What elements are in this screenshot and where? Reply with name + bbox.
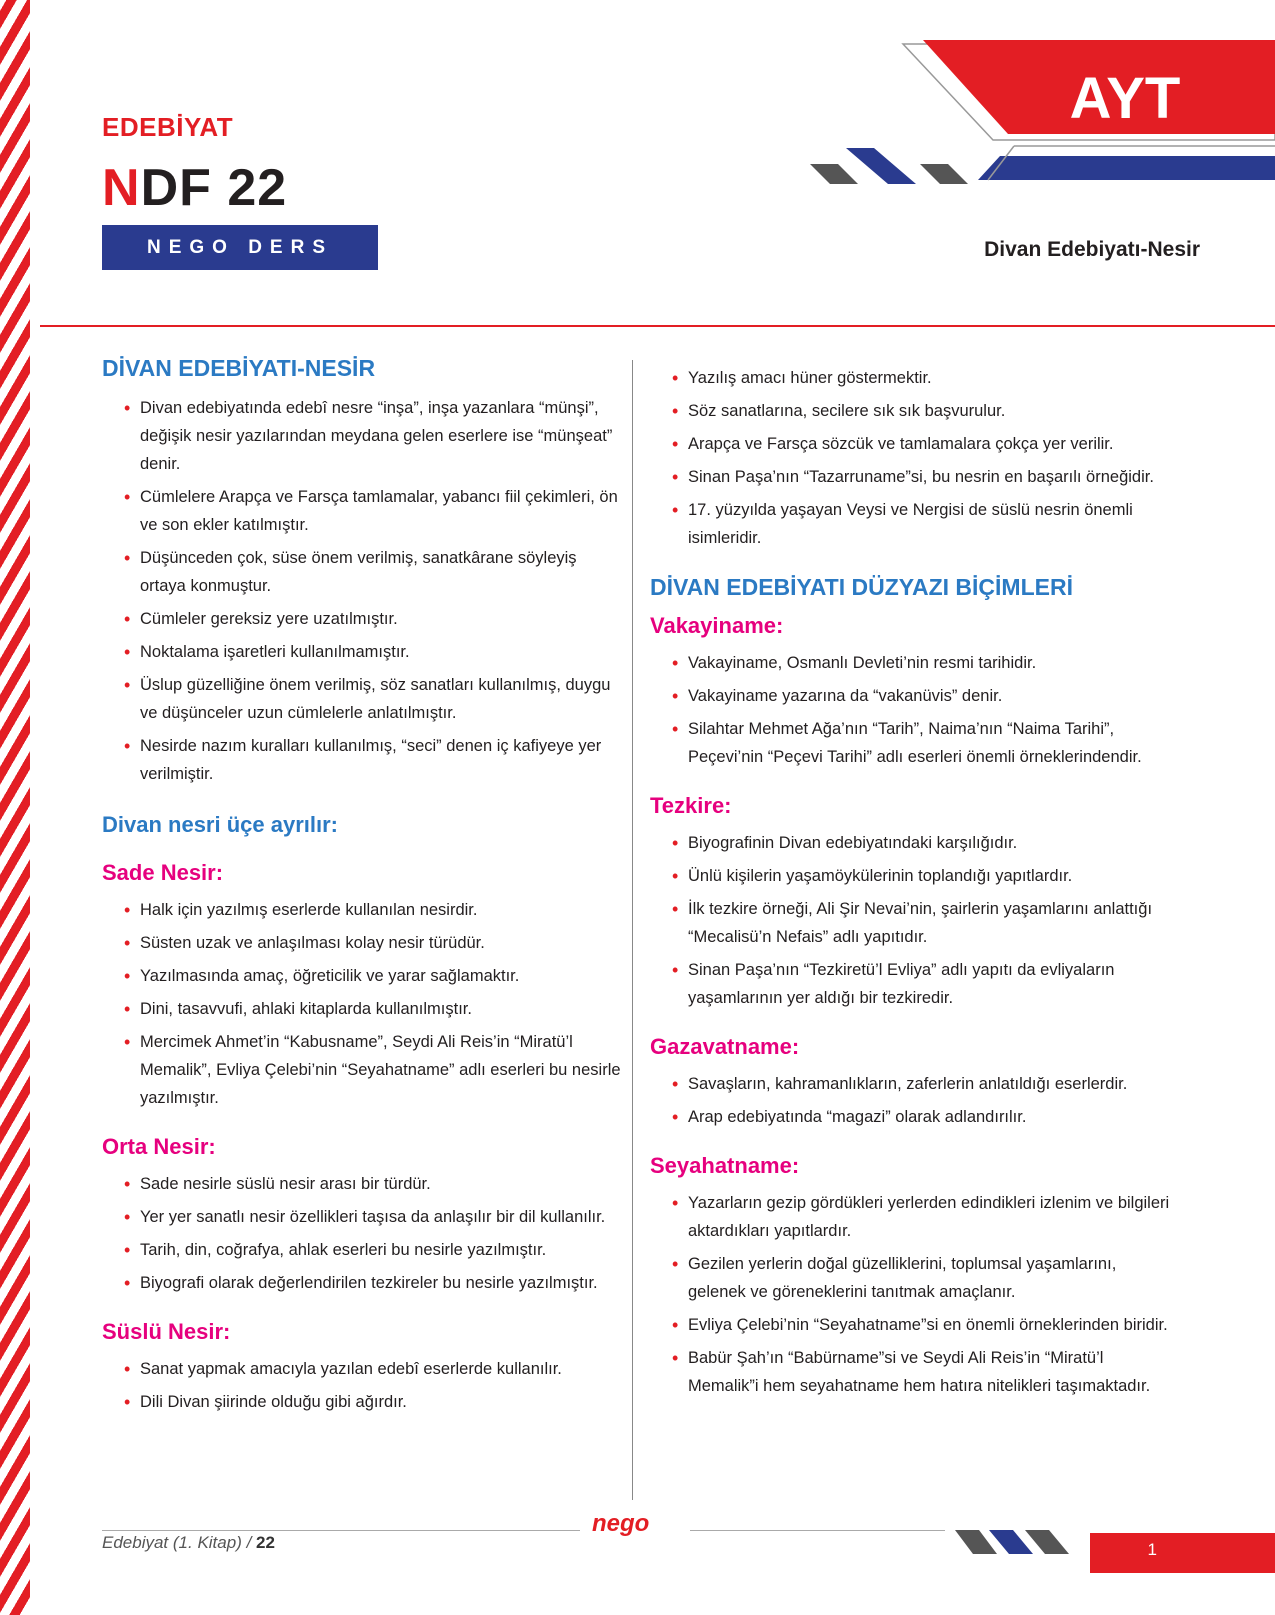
list-item: • Silahtar Mehmet Ağa’nın “Tarih”, Naima’nın “Naima Tarihi”, Peçevi’nin “Peçevi Tarihi” adlı eserleri önemli örneklerindendir. bbox=[650, 715, 1170, 771]
subject-label: EDEBİYAT bbox=[102, 112, 234, 142]
footer-rule-right bbox=[690, 1530, 945, 1531]
list-item: • Yer yer sanatlı nesir özellikleri taşısa da anlaşılır bir dil kullanılır. bbox=[102, 1203, 622, 1231]
list-item: • Arap edebiyatında “magazi” olarak adlandırılır. bbox=[650, 1103, 1170, 1131]
list-item: • Vakayiname, Osmanlı Devleti’nin resmi tarihidir. bbox=[650, 649, 1170, 677]
list-item: • Yazarların gezip gördükleri yerlerden edindikleri izlenim ve bilgileri aktardıkları yapıtlardır. bbox=[650, 1189, 1170, 1245]
sade-list bbox=[102, 896, 622, 1112]
footer-rule-left bbox=[102, 1530, 580, 1531]
list-item: • Yazılış amacı hüner göstermektir. bbox=[650, 364, 1170, 392]
list-item: • Söz sanatlarına, secilere sık sık başvurulur. bbox=[650, 397, 1170, 425]
list-item: • Savaşların, kahramanlıkların, zaferlerin anlatıldığı eserlerdir. bbox=[650, 1070, 1170, 1098]
left-column bbox=[102, 355, 622, 1421]
gazavatname-heading: Gazavatname: bbox=[650, 1034, 800, 1059]
tezkire-heading: Tezkire: bbox=[650, 793, 732, 818]
seyahatname-list bbox=[650, 1189, 1170, 1400]
left-hazard-stripe bbox=[0, 0, 30, 1615]
code-first-letter: N bbox=[102, 159, 141, 217]
suslu-nesir-heading: Süslü Nesir: bbox=[102, 1319, 231, 1344]
list-item: • Sinan Paşa’nın “Tezkiretü’l Evliya” adlı yapıtı da evliyaların yaşamlarının yer aldığı bir tezkiredir. bbox=[650, 956, 1170, 1012]
list-item: • Sanat yapmak amacıyla yazılan edebî eserlerde kullanılır. bbox=[102, 1355, 622, 1383]
list-item: • Arapça ve Farsça sözcük ve tamlamalara çokça yer verilir. bbox=[650, 430, 1170, 458]
ayt-badge-text: AYT bbox=[1069, 66, 1181, 131]
footer-book-label bbox=[102, 1533, 275, 1553]
list-item: • Biyografi olarak değerlendirilen tezkireler bu nesirle yazılmıştır. bbox=[102, 1269, 622, 1297]
list-item: • Babür Şah’ın “Babürname”si ve Seydi Ali Reis’in “Miratü’l Memalik”i hem seyahatname hem hatıra nitelikleri taşımaktadır. bbox=[650, 1344, 1170, 1400]
footer-chevrons bbox=[955, 1528, 1090, 1558]
list-item: • Tarih, din, coğrafya, ahlak eserleri bu nesirle yazılmıştır. bbox=[102, 1236, 622, 1264]
list-item: • Süsten uzak ve anlaşılması kolay nesir türüdür. bbox=[102, 929, 622, 957]
list-item: • Ünlü kişilerin yaşamöykülerinin toplandığı yapıtlardır. bbox=[650, 862, 1170, 890]
list-item: • Gezilen yerlerin doğal güzelliklerini, toplumsal yaşamlarını, gelenek ve göreneklerini tanıtmak amaçlanır. bbox=[650, 1250, 1170, 1306]
header-divider bbox=[40, 325, 1275, 327]
suslu-continued-list bbox=[650, 364, 1170, 552]
list-item: • Halk için yazılmış eserlerde kullanılan nesirdir. bbox=[102, 896, 622, 924]
ayt-banner bbox=[808, 40, 1275, 190]
section-title-forms: DİVAN EDEBİYATI DÜZYAZI BİÇİMLERİ bbox=[650, 574, 1073, 600]
footer-book-page: 22 bbox=[256, 1533, 275, 1552]
vakayiname-list bbox=[650, 649, 1170, 771]
chevron-2 bbox=[846, 148, 916, 184]
page-number: 1 bbox=[1147, 1540, 1157, 1559]
list-item: • Biyografinin Divan edebiyatındaki karşılığıdır. bbox=[650, 829, 1170, 857]
column-divider bbox=[632, 360, 633, 1500]
list-item: • Vakayiname yazarına da “vakanüvis” denir. bbox=[650, 682, 1170, 710]
chevron-3 bbox=[920, 164, 968, 184]
list-item: • 17. yüzyılda yaşayan Veysi ve Nergisi de süslü nesrin önemli isimleridir. bbox=[650, 496, 1170, 552]
list-item: • Sade nesirle süslü nesir arası bir türdür. bbox=[102, 1170, 622, 1198]
list-item: • Sinan Paşa’nın “Tazarruname”si, bu nesrin en başarılı örneğidir. bbox=[650, 463, 1170, 491]
orta-list bbox=[102, 1170, 622, 1297]
page-number-box bbox=[1090, 1533, 1275, 1573]
intro-list bbox=[102, 394, 622, 788]
sade-nesir-heading: Sade Nesir: bbox=[102, 860, 224, 885]
list-item: • Evliya Çelebi’nin “Seyahatname”si en önemli örneklerinden biridir. bbox=[650, 1311, 1170, 1339]
orta-nesir-heading: Orta Nesir: bbox=[102, 1134, 216, 1159]
list-item: • Noktalama işaretleri kullanılmamıştır. bbox=[102, 638, 622, 666]
list-item: • Dini, tasavvufi, ahlaki kitaplarda kullanılmıştır. bbox=[102, 995, 622, 1023]
list-item: • Dili Divan şiirinde olduğu gibi ağırdır. bbox=[102, 1388, 622, 1416]
footer-book-title: Edebiyat (1. Kitap) / bbox=[102, 1533, 252, 1552]
seyahatname-heading: Seyahatname: bbox=[650, 1153, 800, 1178]
chevron-1 bbox=[810, 164, 858, 184]
list-item: • Üslup güzelliğine önem verilmiş, söz sanatları kullanılmış, duygu ve düşünceler uzun cümlelerle anlatılmıştır. bbox=[102, 671, 622, 727]
nego-logo: nego bbox=[592, 1510, 650, 1537]
list-item: • İlk tezkire örneği, Ali Şir Nevai’nin, şairlerin yaşamlarını anlattığı “Mecalisü’n Nefais” adlı yapıtıdır. bbox=[650, 895, 1170, 951]
list-item: • Yazılmasında amaç, öğreticilik ve yarar sağlamaktır. bbox=[102, 962, 622, 990]
list-item: • Nesirde nazım kuralları kullanılmış, “seci” denen iç kafiyeye yer verilmiştir. bbox=[102, 732, 622, 788]
gazavatname-list bbox=[650, 1070, 1170, 1131]
foy-banner: NEGO DERS FÖYÜ bbox=[102, 225, 378, 270]
list-item: • Cümleler gereksiz yere uzatılmıştır. bbox=[102, 605, 622, 633]
suslu-list bbox=[102, 1355, 622, 1416]
list-item: • Cümlelere Arapça ve Farsça tamlamalar, yabancı fiil çekimleri, ön ve son ekler katılmıştır. bbox=[102, 483, 622, 539]
code-rest: DF 22 bbox=[140, 159, 288, 217]
right-column bbox=[650, 364, 1170, 1405]
section-title-nesir: DİVAN EDEBİYATI-NESİR bbox=[102, 355, 376, 381]
list-item: • Düşünceden çok, süse önem verilmiş, sanatkârane söyleyiş ortaya konmuştur. bbox=[102, 544, 622, 600]
tezkire-list bbox=[650, 829, 1170, 1012]
list-item: • Divan edebiyatında edebî nesre “inşa”, inşa yazanlara “münşi”, değişik nesir yazılarından meydana gelen eserlere ise “münşeat” denir. bbox=[102, 394, 622, 478]
vakayiname-heading: Vakayiname: bbox=[650, 613, 784, 638]
topic-title: Divan Edebiyatı-Nesir bbox=[984, 238, 1200, 261]
banner-blue-bar bbox=[978, 156, 1275, 180]
three-types-heading: Divan nesri üçe ayrılır: bbox=[102, 812, 338, 837]
document-code bbox=[102, 158, 287, 218]
list-item: • Mercimek Ahmet’in “Kabusname”, Seydi Ali Reis’in “Miratü’l Memalik”, Evliya Çelebi’nin “Seyahatname” adlı eserleri bu nesirle yazılmıştır. bbox=[102, 1028, 622, 1112]
